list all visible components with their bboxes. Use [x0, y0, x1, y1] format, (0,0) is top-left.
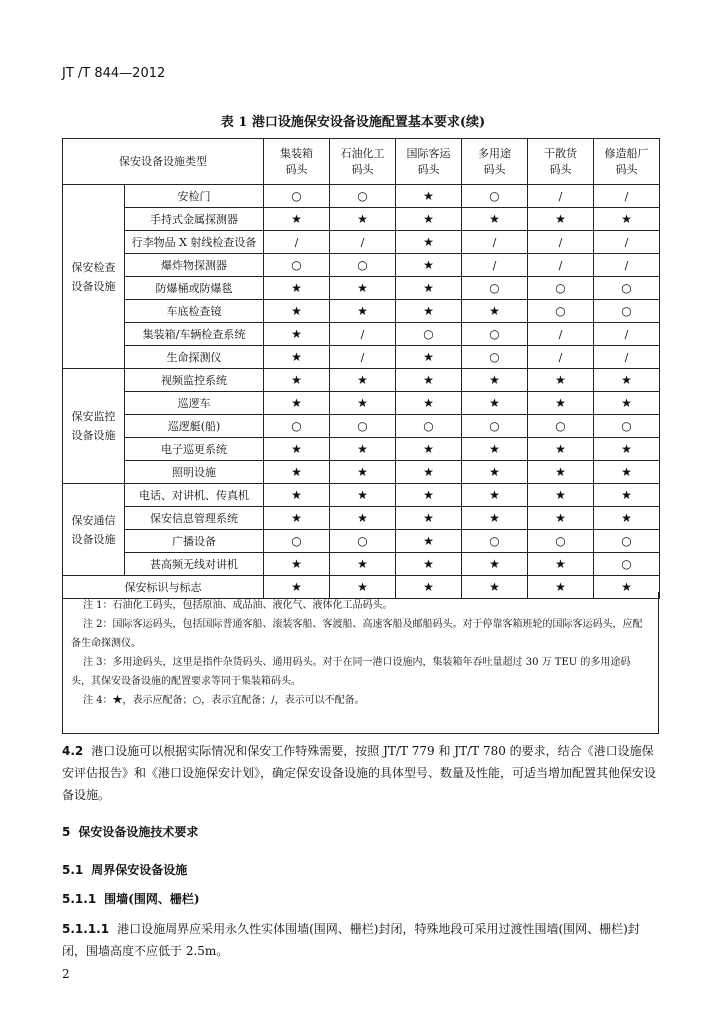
table-row [63, 507, 660, 530]
value-cell: ★ [396, 484, 462, 507]
value-cell: ★ [330, 277, 396, 300]
item-name: 甚高频无线对讲机 [125, 553, 264, 576]
value-cell: ★ [396, 185, 462, 208]
value-cell: ★ [528, 461, 594, 484]
value-cell: / [330, 323, 396, 346]
value-cell: ★ [594, 507, 660, 530]
heading-text: 围墙(围网、栅栏) [104, 892, 200, 906]
header-type: 保安设备设施类型 [63, 139, 264, 185]
value-cell: ★ [396, 369, 462, 392]
value-cell: / [462, 254, 528, 277]
value-cell: ★ [594, 438, 660, 461]
value-cell: / [594, 231, 660, 254]
table-row [63, 254, 660, 277]
table-row [63, 300, 660, 323]
value-cell: / [594, 346, 660, 369]
value-cell: ★ [594, 484, 660, 507]
value-cell: ★ [594, 369, 660, 392]
item-name: 电话、对讲机、传真机 [125, 484, 264, 507]
value-cell: ★ [396, 254, 462, 277]
note-1: 注 1：石油化工码头，包括原油、成品油、液化气、液体化工品码头。 [83, 600, 393, 611]
item-name: 巡逻车 [125, 392, 264, 415]
value-cell: ★ [264, 277, 330, 300]
section-number: 5.1.1 [62, 892, 97, 906]
value-cell: ★ [264, 507, 330, 530]
value-cell: ○ [528, 277, 594, 300]
value-cell: ○ [462, 530, 528, 553]
paragraph-text: 港口设施可以根据实际情况和保安工作特殊需要，按照 JT/T 779 和 JT/T 780 的要求，结合《港口设施保安评估报告》和《港口设施保安计划》，确定保安设备设施的具体型号、数量及性能，可适当增加配置其他保安设备设施。 [62, 744, 657, 802]
group-name: 保安通信 设备设施 [63, 484, 125, 576]
value-cell: ★ [396, 300, 462, 323]
item-name: 生命探测仪 [125, 346, 264, 369]
value-cell: ★ [462, 369, 528, 392]
value-cell: ○ [462, 277, 528, 300]
page-number: 2 [62, 967, 70, 981]
value-cell: ★ [462, 300, 528, 323]
table-row [63, 231, 660, 254]
value-cell: / [594, 254, 660, 277]
value-cell: ★ [396, 461, 462, 484]
value-cell: / [528, 346, 594, 369]
item-name: 视频监控系统 [125, 369, 264, 392]
table-row [63, 438, 660, 461]
value-cell: ★ [330, 576, 396, 599]
item-name: 防爆桶或防爆毯 [125, 277, 264, 300]
value-cell: ★ [528, 369, 594, 392]
value-cell: ★ [528, 553, 594, 576]
value-cell: ★ [396, 277, 462, 300]
value-cell: ○ [594, 300, 660, 323]
item-name: 安检门 [125, 185, 264, 208]
heading-text: 保安设备设施技术要求 [78, 825, 199, 839]
value-cell: ★ [264, 392, 330, 415]
value-cell: ★ [396, 507, 462, 530]
value-cell: ★ [594, 208, 660, 231]
value-cell: ★ [330, 369, 396, 392]
value-cell: / [330, 346, 396, 369]
column-header: 多用途 码头 [462, 139, 528, 185]
table-row [63, 461, 660, 484]
value-cell: / [528, 254, 594, 277]
value-cell: ○ [594, 553, 660, 576]
value-cell: / [462, 231, 528, 254]
value-cell: ★ [396, 530, 462, 553]
value-cell: ★ [462, 461, 528, 484]
value-cell: ★ [330, 438, 396, 461]
value-cell: ★ [330, 392, 396, 415]
table-row [63, 530, 660, 553]
value-cell: ★ [528, 576, 594, 599]
item-name: 集装箱/车辆检查系统 [125, 323, 264, 346]
value-cell: / [594, 185, 660, 208]
value-cell: ○ [528, 415, 594, 438]
equipment-table [62, 138, 660, 599]
note-3: 注 3：多用途码头，这里是指件杂货码头、通用码头。对于在同一港口设施内，集装箱年吞吐量超过 30 万 TEU 的多用途码头，其保安设备设施的配置要求等同于集装箱码头。 [71, 657, 631, 687]
value-cell: ★ [330, 300, 396, 323]
value-cell: ○ [264, 530, 330, 553]
item-name: 手持式金属探测器 [125, 208, 264, 231]
value-cell: ○ [528, 530, 594, 553]
value-cell: ★ [264, 484, 330, 507]
section-number: 5.1 [62, 863, 84, 877]
heading-5-1-1 [62, 890, 200, 907]
note-4: 注 4：★，表示应配备；○，表示宜配备；/，表示可以不配备。 [83, 695, 365, 706]
item-name: 保安标识与标志 [63, 576, 264, 599]
value-cell: ★ [462, 438, 528, 461]
value-cell: ★ [330, 461, 396, 484]
value-cell: ★ [330, 553, 396, 576]
value-cell: ★ [396, 346, 462, 369]
value-cell: ★ [462, 484, 528, 507]
table-row [63, 185, 660, 208]
value-cell: ★ [528, 484, 594, 507]
group-name: 保安监控 设备设施 [63, 369, 125, 484]
heading-5-1 [62, 861, 187, 878]
value-cell: ★ [396, 576, 462, 599]
table-row [63, 484, 660, 507]
value-cell: ★ [396, 438, 462, 461]
value-cell: / [594, 323, 660, 346]
item-name: 照明设施 [125, 461, 264, 484]
value-cell: ★ [396, 231, 462, 254]
value-cell: ★ [594, 576, 660, 599]
value-cell: ○ [462, 185, 528, 208]
note-2: 注 2：国际客运码头，包括国际普通客船、滚装客船、客渡船、高速客船及邮船码头。对于停靠客箱班轮的国际客运码头，应配备生命探测仪。 [71, 619, 643, 649]
value-cell: ○ [594, 277, 660, 300]
value-cell: ○ [462, 415, 528, 438]
value-cell: ★ [330, 208, 396, 231]
value-cell: ★ [396, 392, 462, 415]
value-cell: ★ [396, 553, 462, 576]
value-cell: ○ [396, 415, 462, 438]
value-cell: ○ [396, 323, 462, 346]
value-cell: / [264, 231, 330, 254]
value-cell: ★ [528, 392, 594, 415]
item-name: 行李物品 X 射线检查设备 [125, 231, 264, 254]
value-cell: ★ [264, 300, 330, 323]
paragraph-text: 港口设施周界应采用永久性实体围墙(围网、栅栏)封闭，特殊地段可采用过渡性围墙(围网、栅栏)封闭，围墙高度不应低于 2.5m。 [62, 922, 640, 958]
value-cell: ★ [594, 392, 660, 415]
paragraph-5-1-1-1 [62, 918, 659, 962]
value-cell: ○ [264, 415, 330, 438]
table-row [63, 369, 660, 392]
standard-id: JT /T 844—2012 [62, 66, 166, 81]
value-cell: / [528, 231, 594, 254]
value-cell: ★ [462, 553, 528, 576]
heading-5 [62, 823, 198, 840]
table-header-row [63, 139, 660, 185]
table-row [63, 277, 660, 300]
value-cell: ★ [264, 208, 330, 231]
column-header: 石油化工 码头 [330, 139, 396, 185]
item-name: 电子巡更系统 [125, 438, 264, 461]
value-cell: ○ [264, 254, 330, 277]
value-cell: ★ [264, 369, 330, 392]
value-cell: ★ [462, 576, 528, 599]
value-cell: ○ [330, 415, 396, 438]
value-cell: / [330, 231, 396, 254]
table-row [63, 415, 660, 438]
table-notes [62, 592, 659, 734]
value-cell: ○ [594, 415, 660, 438]
value-cell: ★ [528, 208, 594, 231]
heading-text: 周界保安设备设施 [91, 863, 188, 877]
value-cell: ○ [264, 185, 330, 208]
value-cell: ★ [528, 438, 594, 461]
value-cell: ○ [594, 530, 660, 553]
value-cell: ★ [264, 576, 330, 599]
table-row [63, 323, 660, 346]
item-name: 广播设备 [125, 530, 264, 553]
column-header: 干散货 码头 [528, 139, 594, 185]
value-cell: ○ [462, 323, 528, 346]
value-cell: ○ [330, 530, 396, 553]
section-number: 4.2 [62, 744, 84, 758]
value-cell: ★ [462, 208, 528, 231]
value-cell: ○ [528, 300, 594, 323]
section-number: 5 [62, 825, 71, 839]
section-number: 5.1.1.1 [62, 922, 110, 936]
value-cell: ★ [264, 323, 330, 346]
value-cell: ★ [264, 346, 330, 369]
table-row [63, 208, 660, 231]
value-cell: ★ [528, 507, 594, 530]
value-cell: ★ [264, 438, 330, 461]
value-cell: ○ [330, 254, 396, 277]
table-row [63, 553, 660, 576]
table-title: 表 1 港口设施保安设备设施配置基本要求(续) [220, 115, 486, 130]
item-name: 保安信息管理系统 [125, 507, 264, 530]
column-header: 修造船厂 码头 [594, 139, 660, 185]
paragraph-4-2 [62, 740, 659, 806]
value-cell: ★ [594, 461, 660, 484]
item-name: 爆炸物探测器 [125, 254, 264, 277]
value-cell: ★ [264, 553, 330, 576]
table-row [63, 346, 660, 369]
column-header: 集装箱 码头 [264, 139, 330, 185]
value-cell: ★ [264, 461, 330, 484]
item-name: 车底检查镜 [125, 300, 264, 323]
value-cell: ★ [396, 208, 462, 231]
value-cell: ★ [330, 507, 396, 530]
value-cell: / [528, 323, 594, 346]
value-cell: / [528, 185, 594, 208]
table-row [63, 392, 660, 415]
value-cell: ★ [462, 507, 528, 530]
value-cell: ○ [330, 185, 396, 208]
value-cell: ○ [462, 346, 528, 369]
value-cell: ★ [462, 392, 528, 415]
group-name: 保安检查 设备设施 [63, 185, 125, 369]
value-cell: ★ [330, 484, 396, 507]
item-name: 巡逻艇(船) [125, 415, 264, 438]
column-header: 国际客运 码头 [396, 139, 462, 185]
